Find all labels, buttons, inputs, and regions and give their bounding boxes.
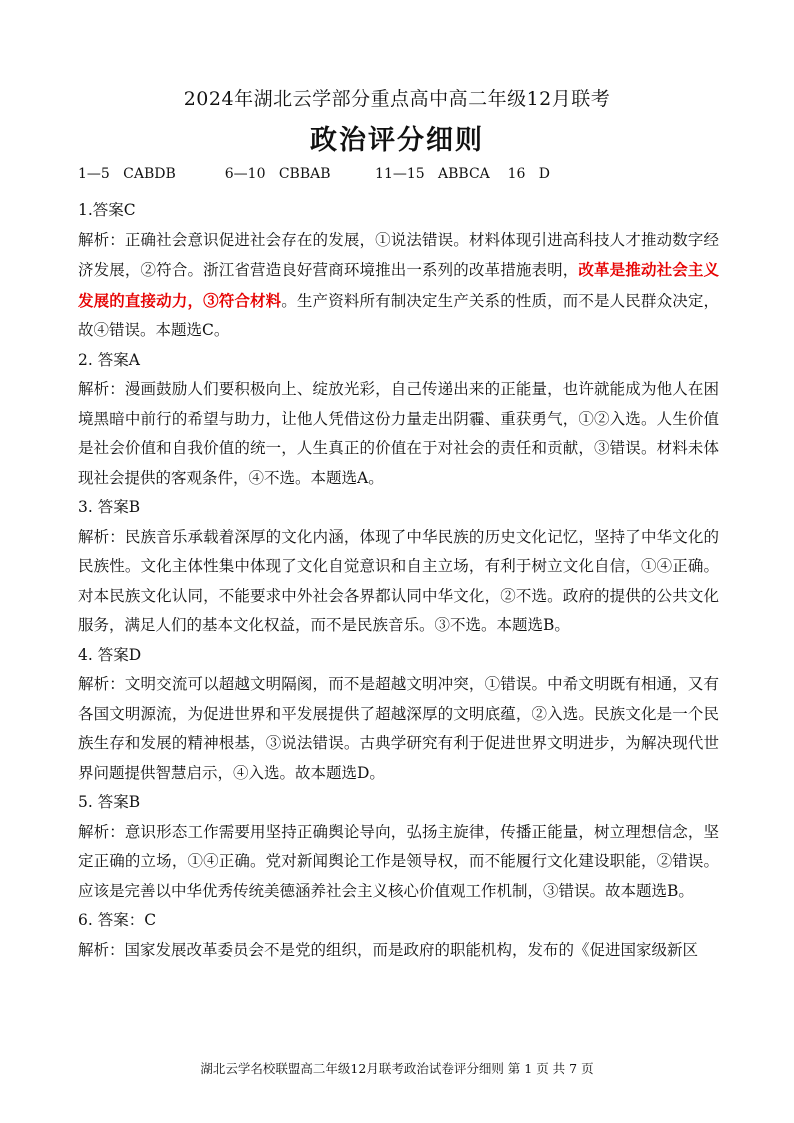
answer-key-group-3: 11—15 ABBCA — [375, 166, 490, 182]
q6-explanation: 解析：国家发展改革委员会不是党的组织，而是政府的职能机构，发布的《促进国家级新区 — [78, 940, 699, 959]
answer-key-group-2: 6—10 CBBAB — [224, 166, 331, 182]
answer-key-group-1: 1—5 CABDB — [78, 166, 176, 182]
q1-text-a: 解析：正确社会意识促进社会存在的发展，①说法错误。材料体现引进高科技人才推动数字经济发展，②符合。浙江省营造良好营商环境推出一系列的改革措施表明， — [78, 230, 719, 279]
q1-text-b: 。生产资料所有制决定生产关系的性质，而不是人民群众决定，故④错误。本题选C。 — [78, 291, 719, 339]
answer-key-line — [78, 166, 550, 182]
exam-title: 2024年湖北云学部分重点高中高二年级12月联考 — [183, 88, 611, 110]
q2-explanation: 解析：漫画鼓励人们要积极向上、绽放光彩，自己传递出来的正能量，也许就能成为他人在困境黑暗中前行的希望与助力，让他人凭借这份力量走出阴霾、重获勇气，①②入选。人生价值是社会价值和自我价值的统一，人生真正的价值在于对社会的责任和贡献，③错误。材料未体现社会提供的客观条件，④不选。本题选A。 — [78, 380, 719, 487]
q6-answer: 6. 答案：C — [78, 911, 157, 929]
q2-answer: 2. 答案A — [78, 350, 140, 369]
answers-body — [78, 196, 719, 965]
q5-explanation: 解析：意识形态工作需要用坚持正确舆论导向，弘扬主旋律，传播正能量，树立理想信念，坚定正确的立场，①④正确。党对新闻舆论工作是领导权，而不能履行文化建设职能，②错误。应该是完善以中华优秀传统美德涵养社会主义核心价值观工作机制，③错误。故本题选B。 — [78, 822, 719, 900]
page-footer: 湖北云学名校联盟高二年级12月联考政治试卷评分细则 第 1 页 共 7 页 — [200, 1061, 594, 1076]
q5-answer: 5. 答案B — [78, 793, 141, 811]
q1-answer: 1.答案C — [78, 201, 136, 219]
q1-explanation — [78, 226, 719, 346]
q1-highlight: 改革是推动社会主义发展的直接动力，③符合材料 — [78, 260, 719, 310]
q4-answer: 4. 答案D — [78, 645, 142, 664]
q3-answer: 3. 答案B — [78, 498, 141, 516]
document-title: 政治评分细则 — [310, 125, 484, 156]
q3-explanation: 解析：民族音乐承载着深厚的文化内涵，体现了中华民族的历史文化记忆，坚持了中华文化的民族性。文化主体性集中体现了文化自觉意识和自主立场，有利于树立文化自信，①④正确。对本民族文化认同，不能要求中外社会各界都认同中华文化，②不选。政府的提供的公共文化服务，满足人们的基本文化权益，而不是民族音乐。③不选。本题选B。 — [78, 527, 719, 634]
q4-explanation: 解析：文明交流可以超越文明隔阂，而不是超越文明冲突，①错误。中希文明既有相通，又有各国文明源流，为促进世界和平发展提供了超越深厚的文明底蕴，②入选。民族文化是一个民族生存和发展的精神根基，③说法错误。古典学研究有利于促进世界文明进步，为解决现代世界问题提供智慧启示，④入选。故本题选D。 — [78, 675, 719, 782]
answer-key-group-4: 16 D — [507, 166, 550, 182]
